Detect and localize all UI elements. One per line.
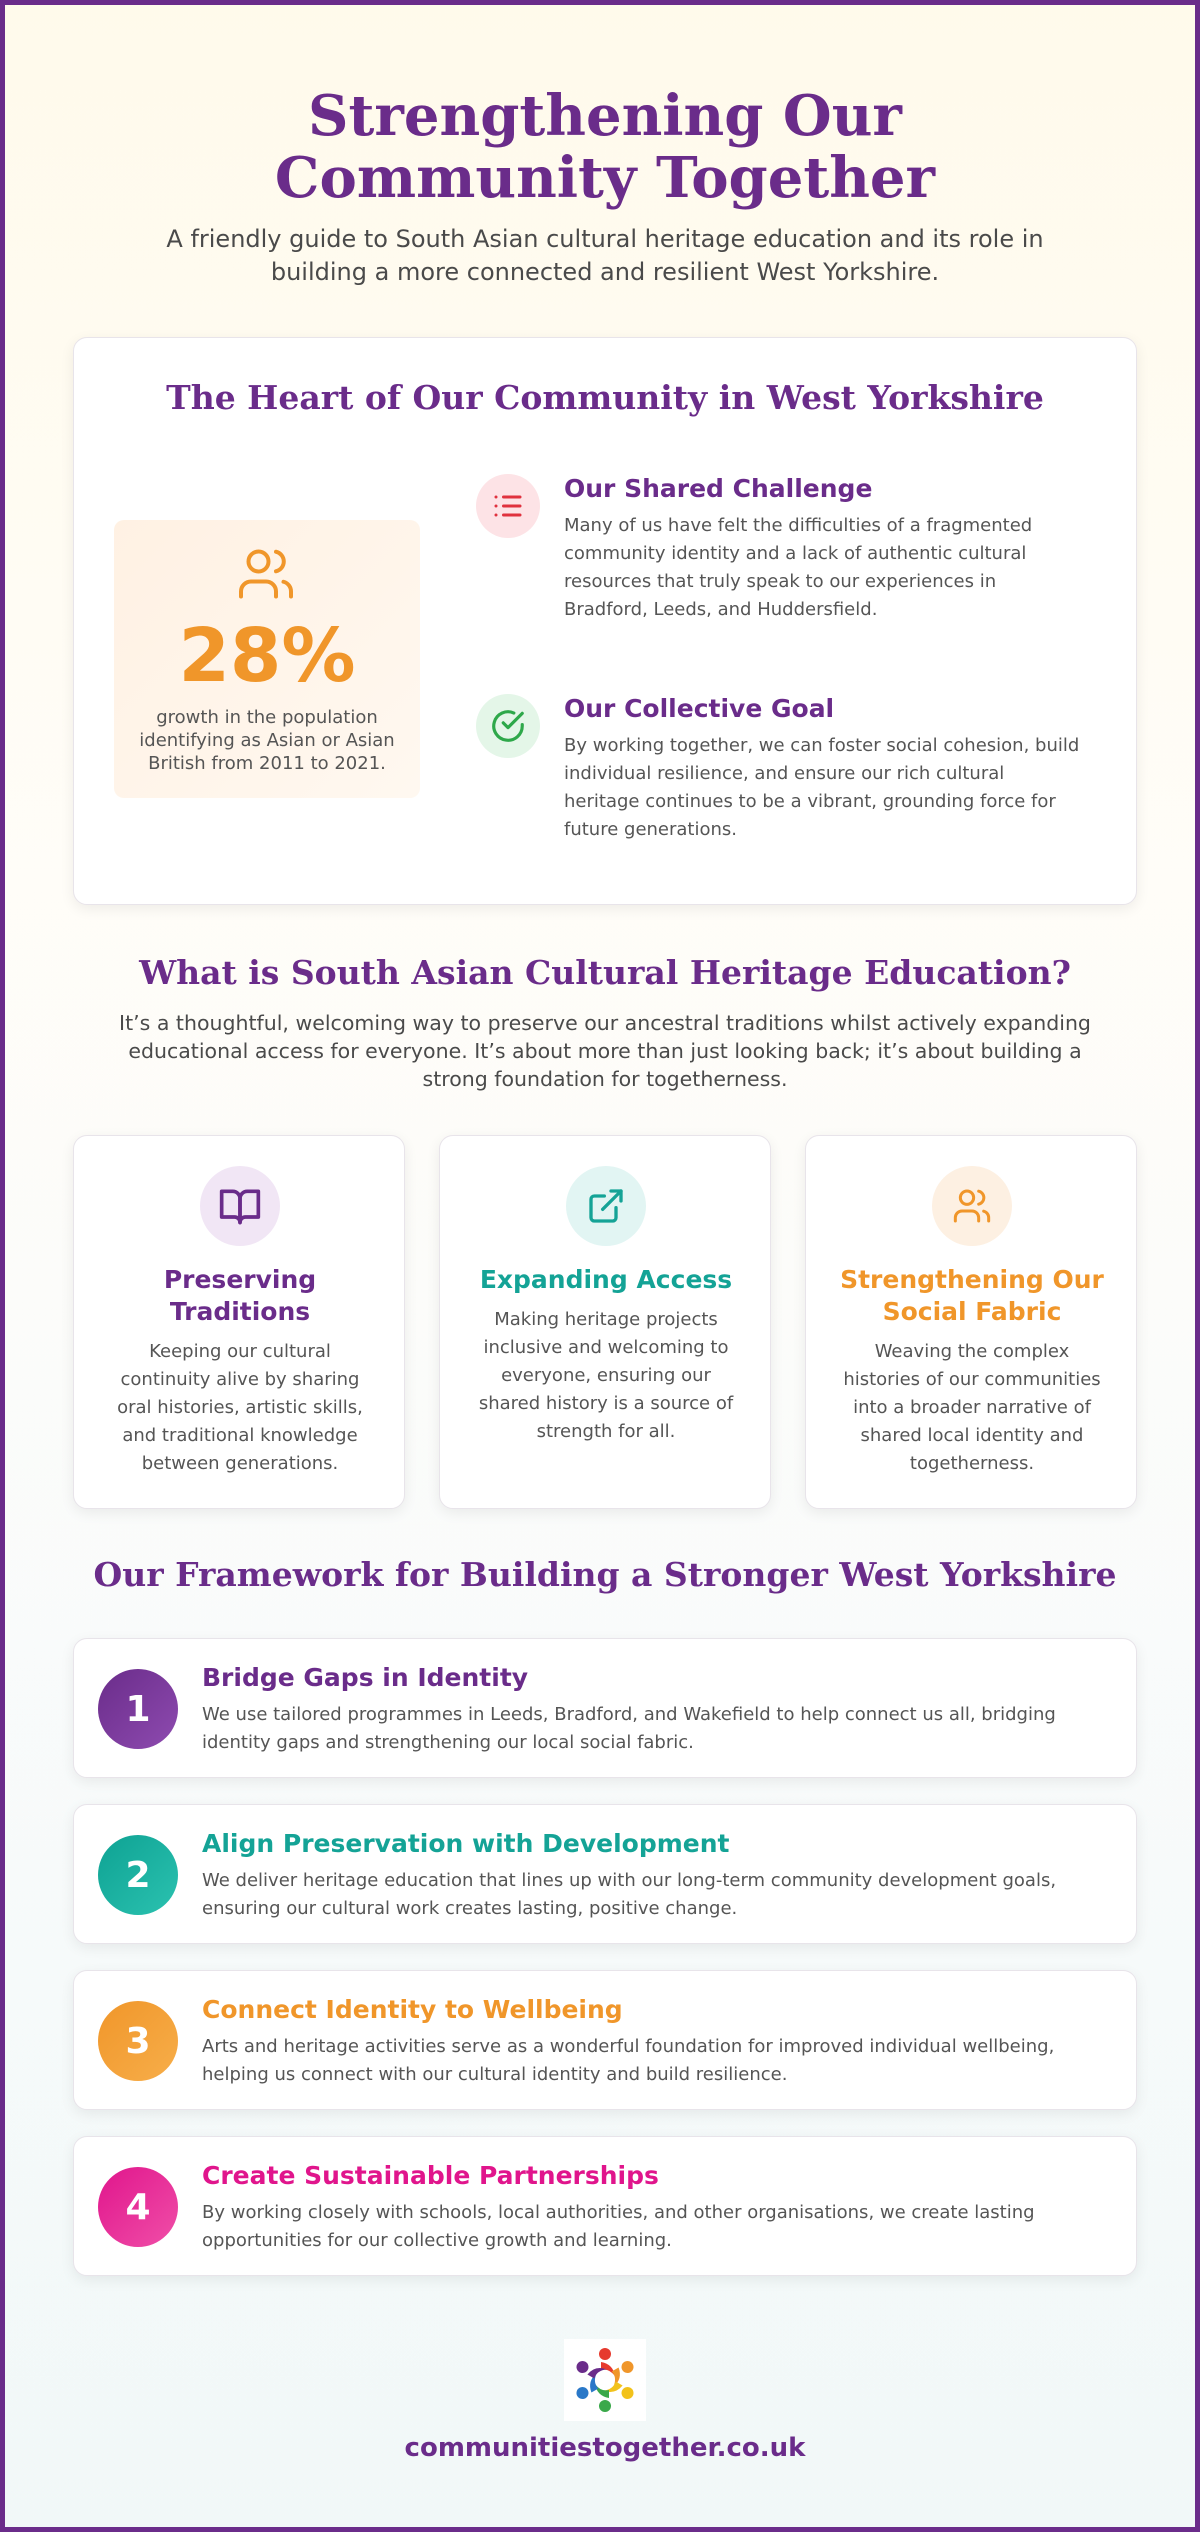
step-text: We use tailored programmes in Leeds, Bradford, and Wakefield to help connect us all, bridging identity gaps and strengthening our local social fabric. <box>202 1704 1056 1753</box>
what-section-title: What is South Asian Cultural Heritage Education? <box>139 953 1071 992</box>
framework-step-4 <box>73 2136 1137 2276</box>
users-icon <box>952 1186 992 1226</box>
step-title: Align Preservation with Development <box>202 1829 730 1858</box>
feature-icon-badge <box>200 1166 280 1246</box>
external-link-icon <box>586 1186 626 1226</box>
step-title: Connect Identity to Wellbeing <box>202 1995 623 2024</box>
step-text: Arts and heritage activities serve as a wonderful foundation for improved individual wellbeing, helping us connect with our cultural identity and build resilience. <box>202 2036 1055 2085</box>
framework-section-title: Our Framework for Building a Stronger West Yorkshire <box>93 1555 1117 1594</box>
step-number-badge: 1 <box>98 1669 178 1749</box>
challenge-text: Many of us have felt the difficulties of a fragmented community identity and a lack of authentic cultural resources that truly speak to our experiences in Bradford, Leeds, and Huddersfield. <box>564 515 1033 620</box>
feature-text: Keeping our cultural continuity alive by sharing oral histories, artistic skills, and traditional knowledge between generations. <box>117 1341 363 1474</box>
community-heart-card <box>73 337 1137 905</box>
feature-title: Expanding Access <box>479 1265 733 1294</box>
feature-card-access <box>439 1135 771 1509</box>
step-title: Bridge Gaps in Identity <box>202 1663 529 1692</box>
framework-step-1 <box>73 1638 1137 1778</box>
feature-text: Weaving the complex histories of our communities into a broader narrative of shared local identity and togetherness. <box>843 1341 1101 1474</box>
website-link[interactable]: communitiestogether.co.uk <box>404 2433 806 2463</box>
step-text: We deliver heritage education that lines up with our long-term community development goals, ensuring our cultural work creates lasting, positive change. <box>202 1870 1057 1919</box>
goal-icon-badge <box>476 694 540 758</box>
goal-title: Our Collective Goal <box>564 694 835 723</box>
step-number-badge: 3 <box>98 2001 178 2081</box>
stat-value: 28% <box>178 613 356 699</box>
check-circle-icon <box>489 707 527 745</box>
heart-section-title: The Heart of Our Community in West Yorkshire <box>166 378 1044 417</box>
step-title: Create Sustainable Partnerships <box>202 2161 659 2190</box>
feature-title: Strengthening Our Social Fabric <box>840 1265 1104 1326</box>
feature-text: Making heritage projects inclusive and welcoming to everyone, ensuring our shared history is a source of strength for all. <box>478 1309 734 1442</box>
community-logo-icon <box>564 2339 646 2421</box>
step-number-badge: 4 <box>98 2167 178 2247</box>
framework-step-2 <box>73 1804 1137 1944</box>
goal-text: By working together, we can foster social cohesion, build individual resilience, and ensure our rich cultural heritage continues to be a vibrant, grounding force for future generations. <box>564 735 1080 840</box>
feature-card-preserving <box>73 1135 405 1509</box>
challenge-icon-badge <box>476 474 540 538</box>
framework-step-3 <box>73 1970 1137 2110</box>
feature-title: Preserving Traditions <box>163 1265 317 1326</box>
feature-icon-badge <box>932 1166 1012 1246</box>
users-icon <box>233 544 299 604</box>
feature-card-social-fabric <box>805 1135 1137 1509</box>
step-number-badge: 2 <box>98 1835 178 1915</box>
list-icon <box>490 488 526 524</box>
feature-icon-badge <box>566 1166 646 1246</box>
stat-description: growth in the population identifying as Asian or Asian British from 2011 to 2021. <box>139 707 395 774</box>
challenge-title: Our Shared Challenge <box>564 474 873 503</box>
step-text: By working closely with schools, local authorities, and other organisations, we create lasting opportunities for our collective growth and learning. <box>202 2202 1035 2251</box>
page-title: Strengthening Our Community Together <box>274 83 936 211</box>
book-open-icon <box>218 1184 262 1228</box>
population-stat-box <box>114 520 420 798</box>
page-subtitle: A friendly guide to South Asian cultural heritage education and its role in building a more connected and resilient West Yorkshire. <box>166 225 1044 286</box>
what-section-intro: It’s a thoughtful, welcoming way to preserve our ancestral traditions whilst actively expanding educational access for everyone. It’s about more than just looking back; it’s about building a strong foundation for togetherness. <box>119 1011 1091 1091</box>
